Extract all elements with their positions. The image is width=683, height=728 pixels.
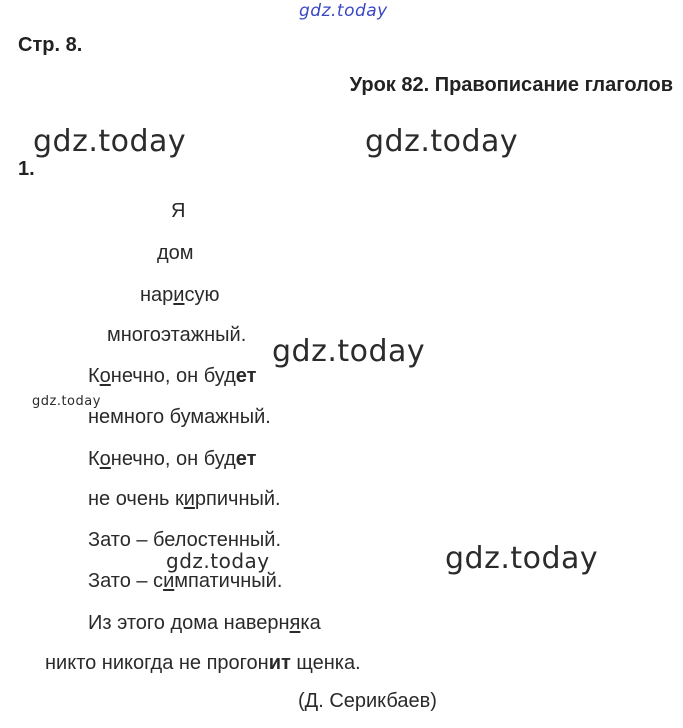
poem-line: дом: [157, 242, 194, 264]
watermark: gdz.today: [33, 124, 187, 159]
highlighted-letter: я: [289, 612, 301, 634]
poem-line: Конечно, он будет: [88, 448, 257, 470]
lesson-title: Урок 82. Правописание глаголов: [349, 74, 673, 96]
page-label: Стр. 8.: [18, 34, 83, 56]
verb-ending: ит: [268, 652, 291, 674]
poem-line: не очень кирпичный.: [88, 488, 281, 510]
poem-line: немного бумажный.: [88, 406, 271, 428]
watermark: gdz.today: [32, 394, 101, 409]
watermark: gdz.today: [272, 334, 426, 369]
poem-line: Из этого дома наверняка: [88, 612, 321, 634]
highlighted-letter: и: [183, 488, 195, 510]
poem-author: (Д. Серикбаев): [298, 690, 437, 712]
poem-line: Зато – симпатичный.: [88, 570, 283, 592]
verb-ending: ет: [235, 448, 257, 470]
highlighted-letter: и: [173, 284, 185, 306]
watermark-top: gdz.today: [299, 1, 388, 21]
poem-line: Конечно, он будет: [88, 365, 257, 387]
poem-line: нарисую: [140, 284, 220, 306]
watermark: gdz.today: [445, 541, 599, 576]
highlighted-letter: и: [163, 570, 175, 592]
exercise-number: 1.: [18, 158, 35, 180]
poem-line: Я: [171, 200, 186, 222]
watermark: gdz.today: [365, 124, 519, 159]
poem-line: Зато – белостенный.: [88, 529, 282, 551]
poem-line: многоэтажный.: [107, 324, 247, 346]
highlighted-letter: о: [99, 448, 111, 470]
highlighted-letter: о: [99, 365, 111, 387]
verb-ending: ет: [235, 365, 257, 387]
poem-line: никто никогда не прогонит щенка.: [45, 652, 361, 674]
watermark: gdz.today: [166, 549, 270, 573]
